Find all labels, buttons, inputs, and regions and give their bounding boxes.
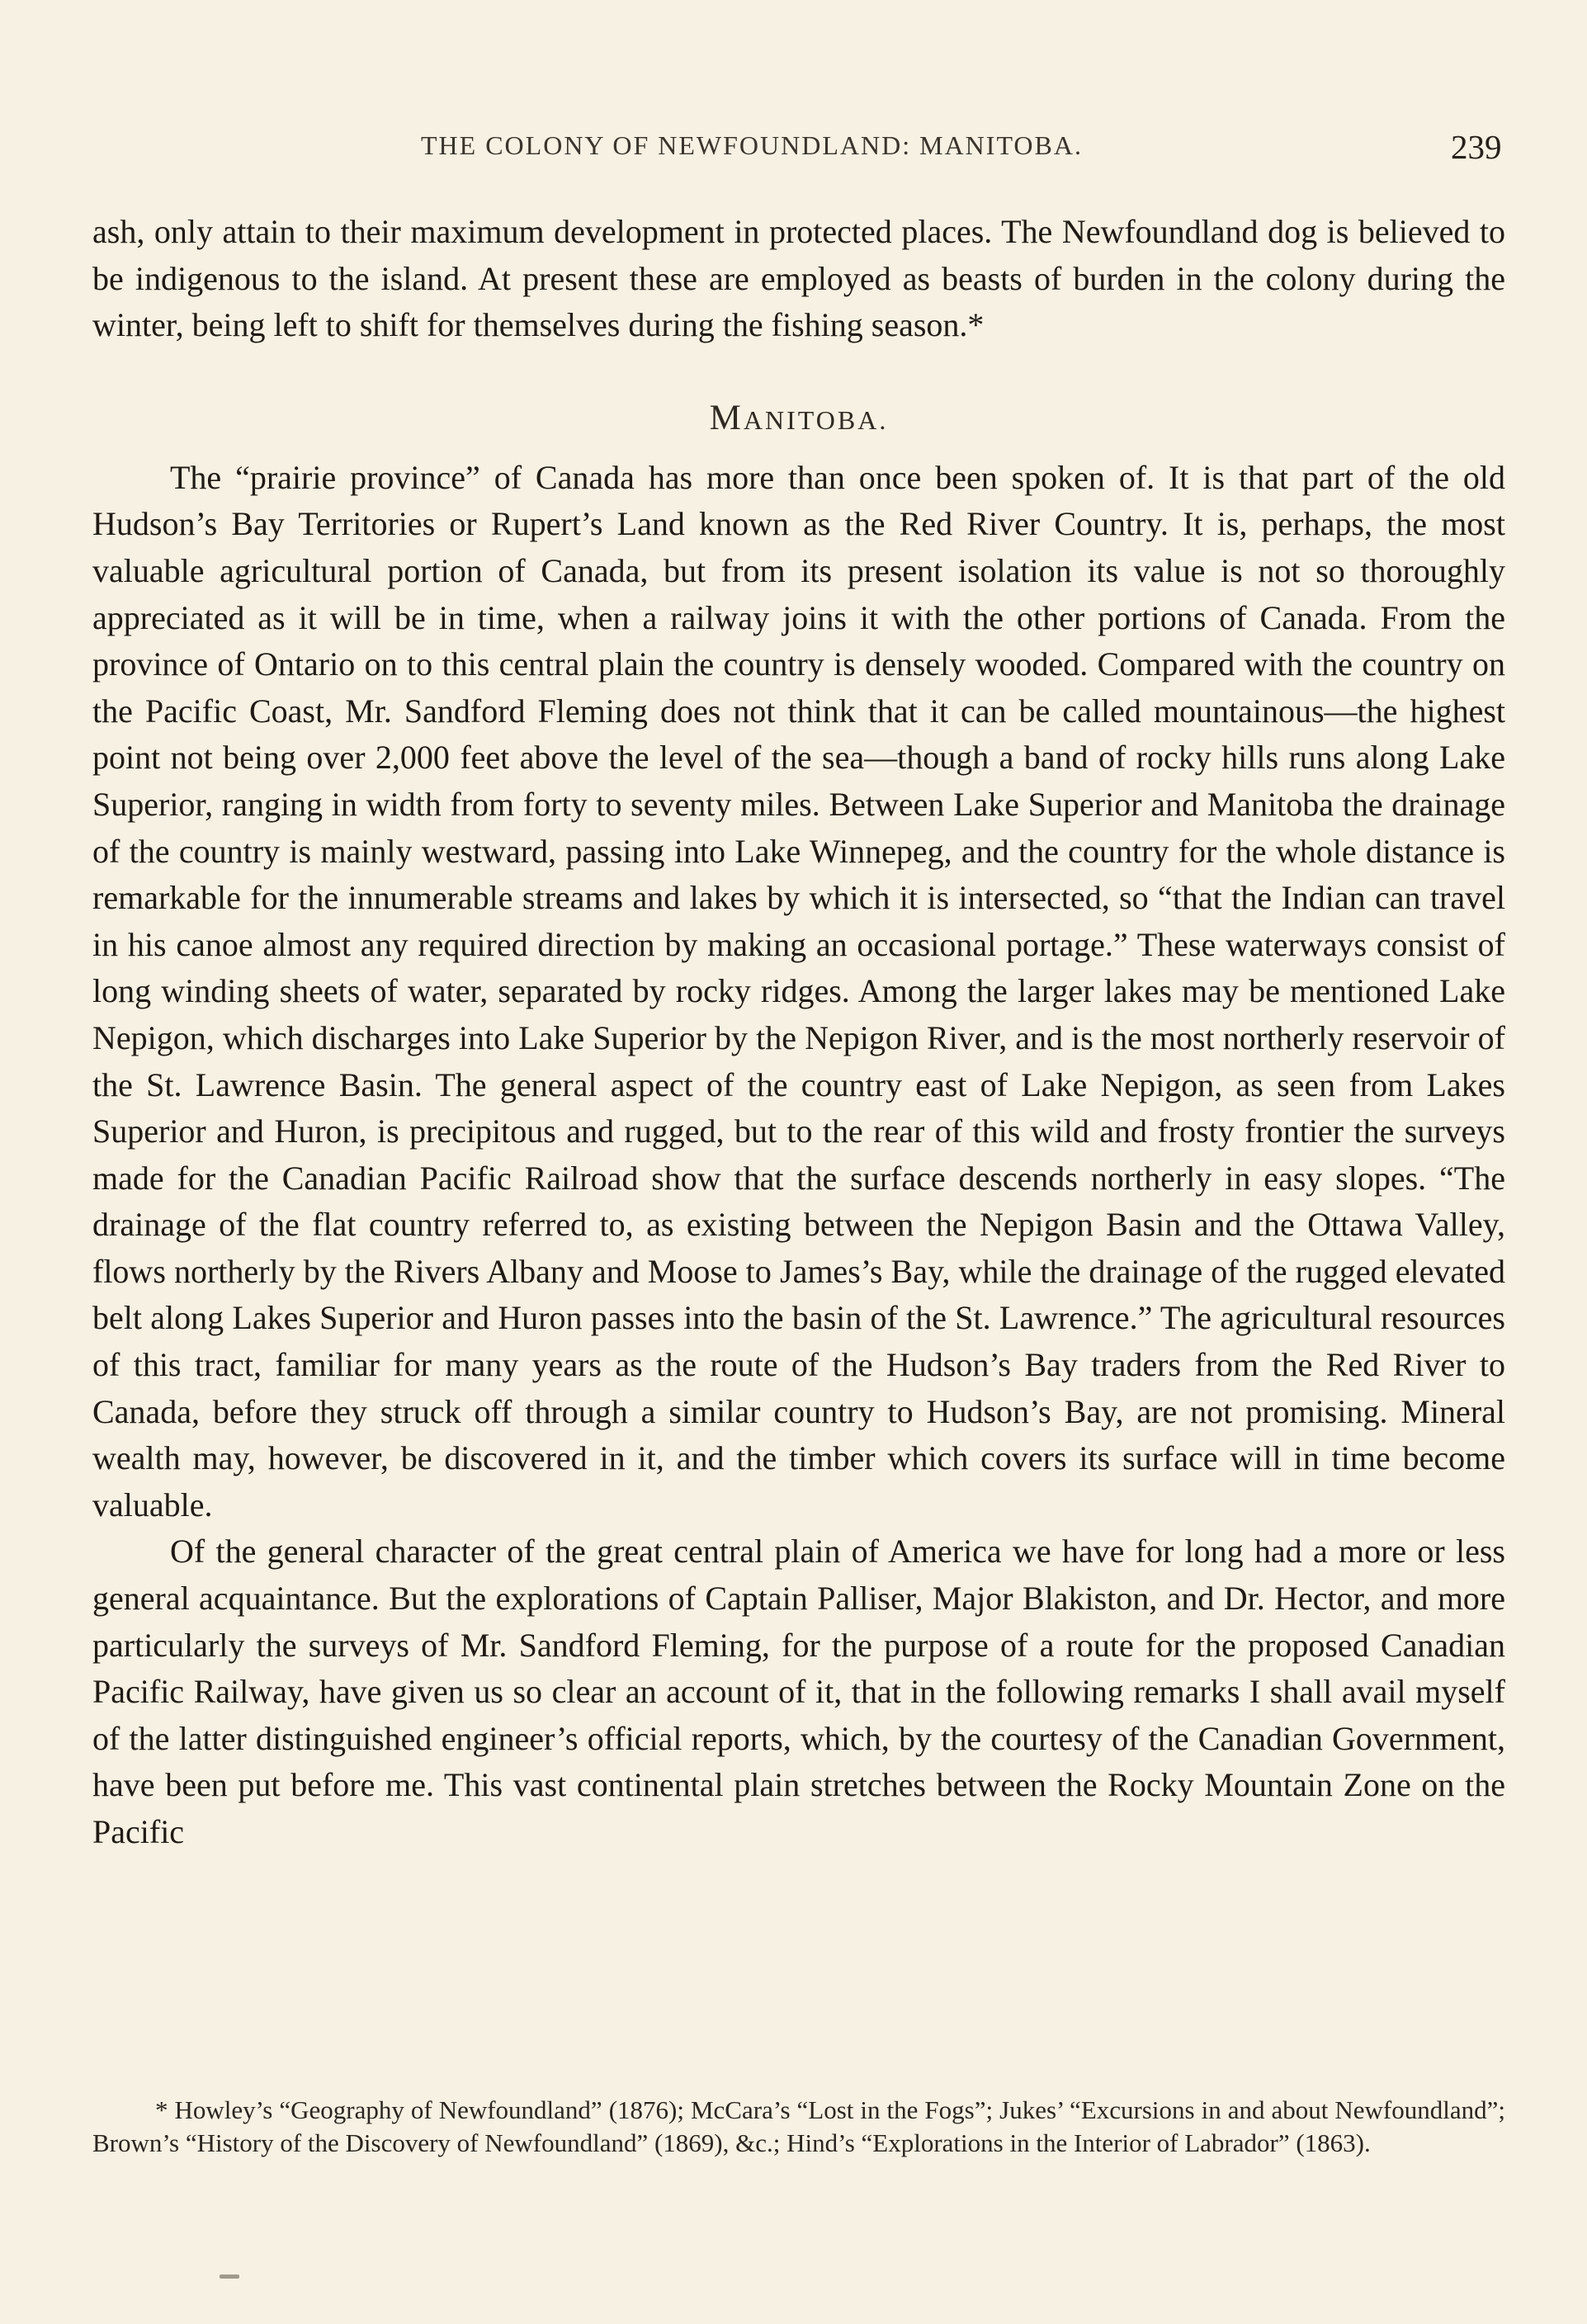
running-title: THE COLONY OF NEWFOUNDLAND: MANITOBA. [421, 130, 1083, 160]
section-heading-manitoba [92, 399, 1505, 440]
ink-mark [220, 2274, 239, 2279]
heading-initial: M [709, 398, 744, 437]
paragraph-prairie-province: The “prairie province” of Canada has more than once been spoken of. It is that part of the old Hudson’s Bay Territories or Rupert’s Land known as the Red River Country. It is, perhaps, the most valuable agricultural portion of Canada, but from its present isolation its value is not so thoroughly appreciated as it will be in time, when a railway joins it with the other portions of Canada. From the province of Ontario on to this central plain the country is densely wooded. Compared with the country on the Pacific Coast, Mr. Sandford Fleming does not think that it can be called mountainous—the highest point not being over 2,000 feet above the level of the sea—though a band of rocky hills runs along Lake Superior, ranging in width from forty to seventy miles. Between Lake Superior and Manitoba the drainage of the country is mainly westward, passing into Lake Winnepeg, and the country for the whole distance is remarkable for the innumerable streams and lakes by which it is intersected, so “that the Indian can travel in his canoe almost any required direction by making an occasional portage.” These waterways consist of long winding sheets of water, separated by rocky ridges. Among the larger lakes may be mentioned Lake Nepigon, which discharges into Lake Superior by the Nepigon River, and is the most northerly reservoir of the St. Lawrence Basin. The general aspect of the country east of Lake Nepigon, as seen from Lakes Superior and Huron, is precipitous and rugged, but to the rear of this wild and frosty frontier the surveys made for the Canadian Pacific Railroad show that the surface descends northerly in easy slopes. “The drainage of the flat country referred to, as existing between the Nepigon Basin and the Ottawa Valley, flows northerly by the Rivers Albany and Moose to James’s Bay, while the drainage of the rugged elevated belt along Lakes Superior and Huron passes into the basin of the St. Lawrence.” The agricultural resources of this tract, familiar for many years as the route of the Hudson’s Bay traders from the Red River to Canada, before they struck off through a similar country to Hudson’s Bay, are not promising. Mineral wealth may, however, be discovered in it, and the timber which covers its surface will in time become valuable. [92, 458, 1505, 1523]
running-head [0, 130, 1587, 180]
footnote [92, 2094, 1505, 2160]
footnote-text: * Howley’s “Geography of Newfoundland” (1876); McCara’s “Lost in the Fogs”; Jukes’ “Excursions in and about Newfoundland”; Brown’s “History of the Discovery of Newfoundland” (1869), &c.; Hind’s “Explorations in the Interior of Labrador” (1863). [92, 2095, 1505, 2157]
heading-rest: ANITOBA. [743, 404, 889, 435]
body-text [92, 209, 1505, 1856]
paragraph-central-plain: Of the general character of the great central plain of America we have for long had a more or less general acquaintance. But the explorations of Captain Palliser, Major Blakiston, and Dr. Hector, and more particularly the surveys of Mr. Sandford Fleming, for the purpose of a route for the proposed Canadian Pacific Railway, have given us so clear an account of it, that in the following remarks I shall avail myself of the latter distinguished engineer’s official reports, which, by the courtesy of the Canadian Government, have been put before me. This vast continental plain stretches between the Rocky Mountain Zone on the Pacific [92, 1533, 1505, 1850]
page-number: 239 [1451, 128, 1502, 166]
paragraph-continuation: ash, only attain to their maximum development in protected places. The Newfoundland dog is believed to be indigenous to the island. At present these are employed as beasts of burden in the colony during the winter, being left to shift for themselves during the fishing season.* [92, 213, 1505, 344]
